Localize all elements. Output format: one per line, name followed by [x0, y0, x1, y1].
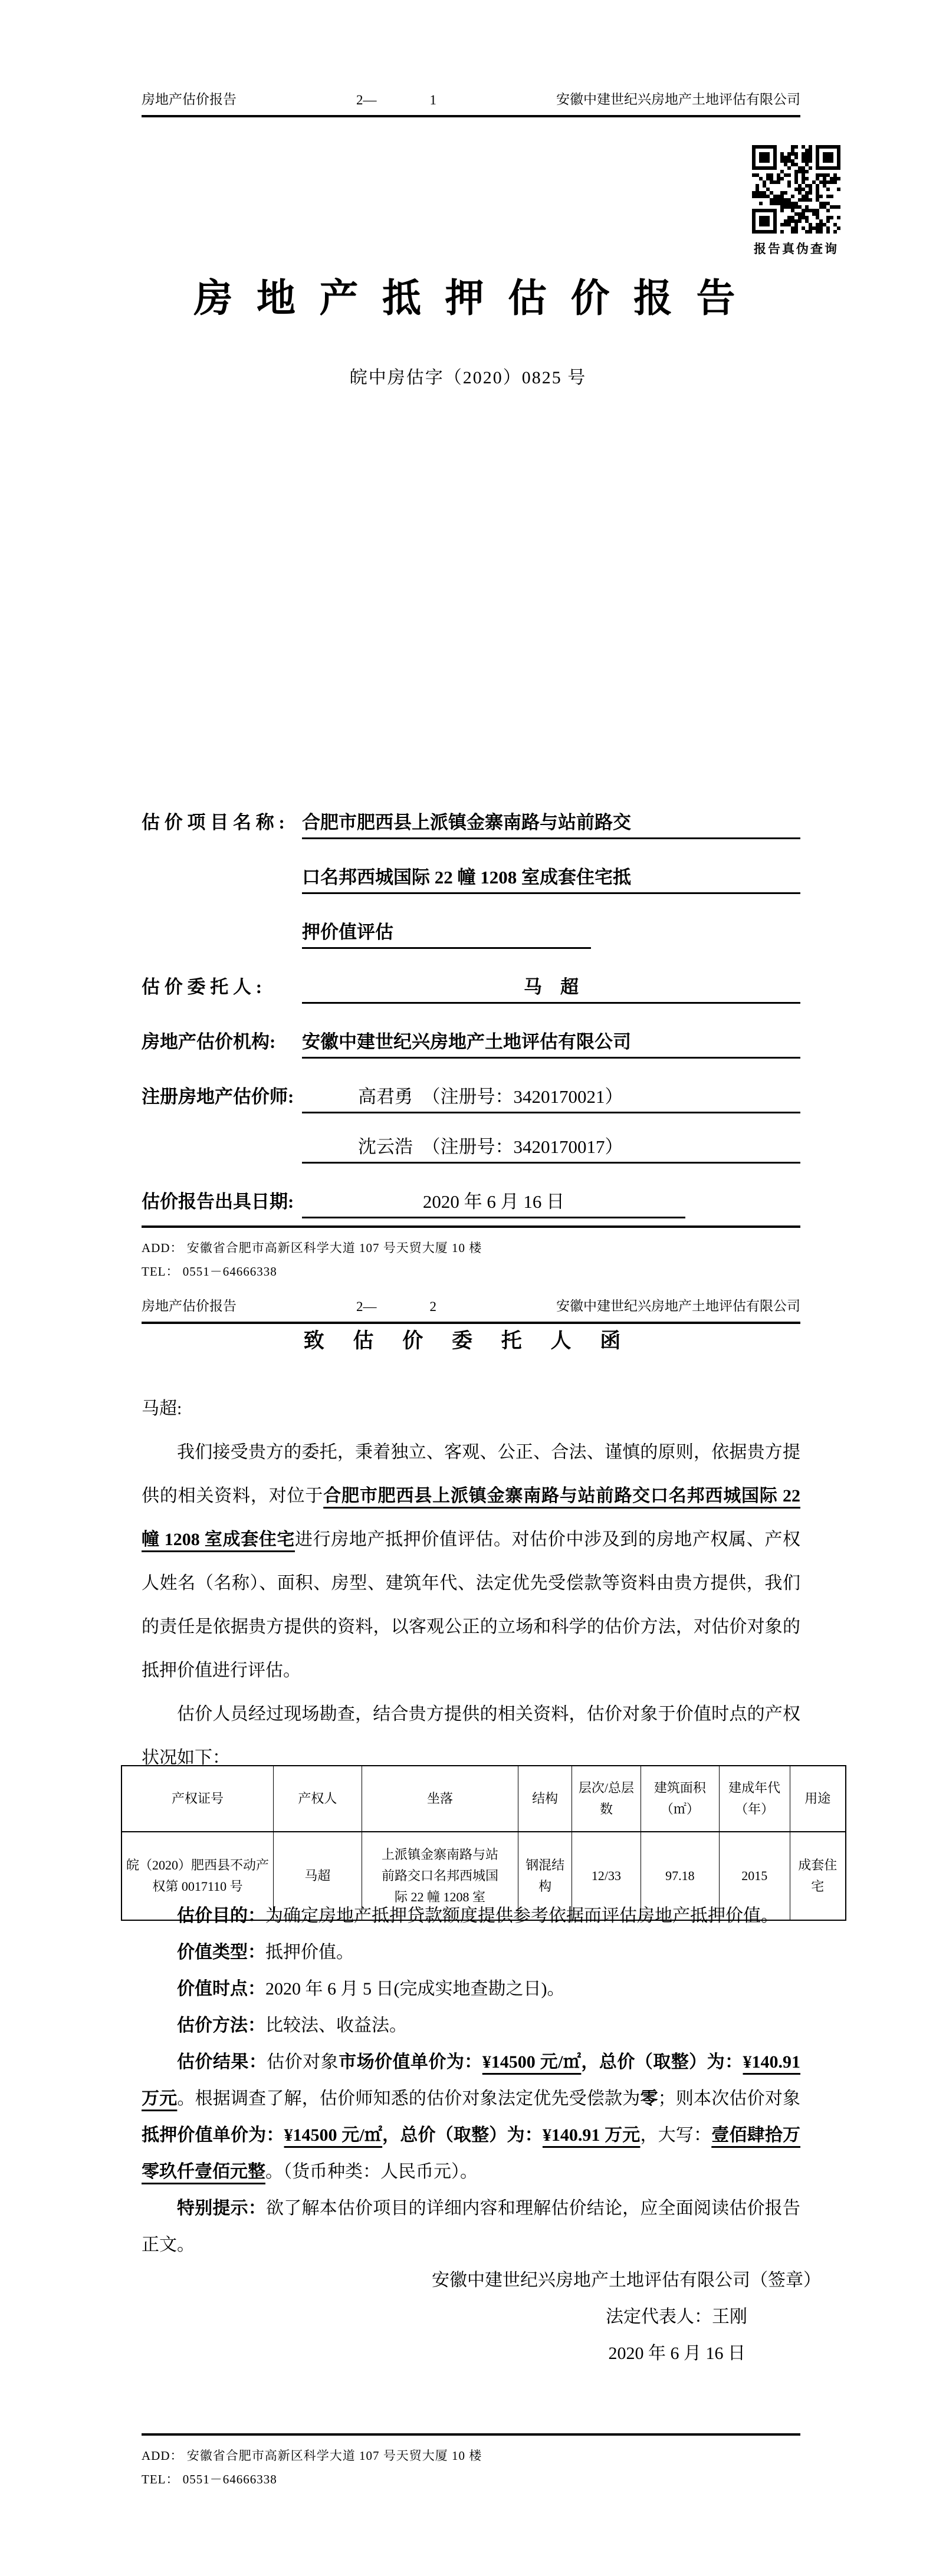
- qr-verification-block: [750, 145, 842, 257]
- running-header-title: 房地产估价报告: [142, 92, 237, 107]
- agency-row: [142, 1004, 800, 1059]
- method-text: 比较法、收益法。: [265, 2016, 407, 2035]
- page-number: 1: [429, 93, 436, 107]
- agency-value: 安徽中建世纪兴房地产土地评估有限公司: [302, 1004, 800, 1059]
- qr-caption: 报告真伪查询: [754, 242, 839, 256]
- running-header-company: 安徽中建世纪兴房地产土地评估有限公司: [556, 92, 800, 107]
- method-label: 估价方法：: [177, 2016, 265, 2035]
- letter-body: [142, 1387, 800, 1780]
- appraisal-summary: [142, 1898, 800, 2263]
- footer-telephone: TEL： 0551－64666338: [142, 1264, 277, 1279]
- report-number: 皖中房估字（2020）0825 号: [349, 368, 587, 387]
- cell-floor: 12/33: [572, 1832, 641, 1920]
- letter-paragraph-1: [142, 1431, 800, 1693]
- result-paragraph: [142, 2044, 800, 2190]
- cell-structure: 钢混结构: [518, 1832, 572, 1920]
- result-label: 估价结果：: [177, 2052, 267, 2072]
- project-name-line1: 合肥市肥西县上派镇金寨南路与站前路交: [302, 784, 800, 839]
- running-header-company: 安徽中建世纪兴房地产土地评估有限公司: [556, 1299, 800, 1313]
- client-label: 估 价 委 托 人 :: [142, 977, 262, 997]
- col-header-year: 建成年代（年）: [719, 1766, 790, 1832]
- page2-running-footer: [142, 2433, 800, 2491]
- signature-date: 2020 年 6 月 16 日: [608, 2344, 745, 2363]
- letter-title: 致 估 价 委 托 人 函: [303, 1329, 633, 1352]
- result-text: 。（货币种类：人民币元）。: [265, 2162, 478, 2181]
- running-header-title: 房地产估价报告: [142, 1299, 237, 1313]
- value-time-text: 2020 年 6 月 5 日(完成实地查勘之日)。: [265, 1979, 565, 1999]
- col-header-floor: 层次/总层数: [572, 1766, 641, 1832]
- qr-code-icon: [752, 145, 840, 234]
- page-count-dash: 2—: [356, 1299, 377, 1314]
- appraiser-label-spacer: [142, 1113, 302, 1162]
- value-time-line: [142, 1971, 800, 2007]
- agency-label: 房地产估价机构:: [142, 1031, 276, 1052]
- col-header-location: 坐落: [362, 1766, 518, 1832]
- issue-date-value: 2020 年 6 月 16 日: [302, 1164, 685, 1218]
- page-number-group: [356, 93, 436, 108]
- appraiser-row-2: [142, 1113, 800, 1164]
- project-name-line3: 押价值评估: [302, 894, 591, 949]
- col-header-certificate: 产权证号: [121, 1766, 274, 1832]
- mortgage-total-price: ¥140.91 万元: [542, 2125, 641, 2145]
- purpose-line: [142, 1898, 800, 1934]
- amount-in-words: 壹佰肆拾万零玖仟壹佰元整: [142, 2125, 801, 2181]
- issue-date-label: 估价报告出具日期:: [142, 1191, 294, 1212]
- result-text: 抵押价值单价为：: [142, 2125, 284, 2145]
- footer-address: ADD： 安徽省合肥市高新区科学大道 107 号天贸大厦 10 楼: [142, 2449, 482, 2463]
- col-header-structure: 结构: [518, 1766, 572, 1832]
- method-line: [142, 2007, 800, 2044]
- signature-block: [142, 2262, 821, 2372]
- value-type-text: 抵押价值。: [265, 1943, 354, 1962]
- project-name-row: [142, 784, 800, 949]
- result-text: 。根据调查了解，估价师知悉的估价对象法定优先受偿款为: [177, 2089, 641, 2108]
- cell-use: 成套住宅: [790, 1832, 846, 1920]
- table-header-row: [121, 1766, 846, 1832]
- page-count-dash: 2—: [356, 93, 377, 107]
- col-header-owner: 产权人: [274, 1766, 362, 1832]
- footer-telephone: TEL： 0551－64666338: [142, 2472, 277, 2486]
- appraiser-2-value: 沈云浩 （注册号：3420170017）: [302, 1113, 800, 1164]
- cover-form: [142, 784, 800, 1218]
- result-text: ，总价（取整）为：: [382, 2125, 543, 2145]
- special-note-text: 欲了解本估价项目的详细内容和理解估价结论，应全面阅读估价报告正文。: [142, 2199, 801, 2255]
- col-header-use: 用途: [790, 1766, 846, 1832]
- cell-certificate: 皖（2020）肥西县不动产权第 0017110 号: [121, 1832, 274, 1920]
- result-text: 估价对象: [267, 2052, 339, 2072]
- mortgage-unit-price: ¥14500 元/㎡: [284, 2125, 383, 2145]
- client-value: 马 超: [302, 949, 800, 1004]
- page2-running-header: [142, 1295, 800, 1324]
- purpose-label: 估价目的：: [177, 1906, 265, 1926]
- paragraph-text: 我们接受贵方的委托，秉着独立、客观、公正、合法、谨慎的原则，依据贵方提供的相关资料，对位于: [142, 1443, 800, 1506]
- issue-date-row: [142, 1164, 800, 1218]
- result-text: ，总价（取整）为：: [581, 2052, 743, 2072]
- signature-company: 安徽中建世纪兴房地产土地评估有限公司（签章）: [432, 2271, 821, 2290]
- cell-location: 上派镇金寨南路与站前路交口名邦西城国际 22 幢 1208 室: [362, 1832, 518, 1920]
- cell-year: 2015: [719, 1832, 790, 1920]
- result-text: ；则本次估价对象: [658, 2089, 801, 2108]
- signature-legal-representative: 法定代表人：王刚: [606, 2307, 747, 2327]
- project-name-label: 估 价 项 目 名 称 :: [142, 812, 285, 833]
- cell-area: 97.18: [641, 1832, 719, 1920]
- cell-owner: 马超: [274, 1832, 362, 1920]
- value-time-label: 价值时点：: [177, 1979, 265, 1999]
- result-text: ，大写：: [640, 2125, 712, 2145]
- letter-salutation: 马超:: [142, 1399, 182, 1418]
- paragraph-text: 进行房地产抵押价值评估。对估价中涉及到的房地产权属、产权人姓名（名称）、面积、房型、建筑年代、法定优先受偿款等资料由贵方提供，我们的责任是依据贵方提供的资料，以客观公正的立场和科学的估价方法，对估价对象的抵押价值进行评估。: [142, 1530, 801, 1680]
- page-number-group: [356, 1299, 436, 1315]
- col-header-area: 建筑面积（㎡）: [641, 1766, 719, 1832]
- value-type-label: 价值类型：: [177, 1943, 265, 1962]
- appraiser-label: 注册房地产估价师:: [142, 1086, 294, 1107]
- appraiser-row-1: [142, 1059, 800, 1113]
- client-row: [142, 949, 800, 1004]
- project-name-line2: 口名邦西城国际 22 幢 1208 室成套住宅抵: [302, 839, 800, 894]
- issue-date-spacer: [685, 1164, 800, 1218]
- market-unit-price: ¥14500 元/㎡: [482, 2052, 582, 2072]
- value-type-line: [142, 1934, 800, 1971]
- special-note-paragraph: [142, 2190, 800, 2263]
- appraiser-1-value: 高君勇 （注册号：3420170021）: [302, 1059, 800, 1113]
- report-title: 房 地 产 抵 押 估 价 报 告: [193, 277, 743, 320]
- page-number: 2: [429, 1299, 436, 1314]
- footer-address: ADD： 安徽省合肥市高新区科学大道 107 号天贸大厦 10 楼: [142, 1241, 482, 1255]
- page1-running-header: [142, 88, 800, 117]
- special-note-label: 特别提示：: [177, 2199, 267, 2218]
- purpose-text: 为确定房地产抵押贷款额度提供参考依据而评估房地产抵押价值。: [265, 1906, 779, 1926]
- result-text: 市场价值单价为：: [339, 2052, 482, 2072]
- market-total-price: ¥140.91 万元: [142, 2052, 801, 2108]
- appraisal-subject: 合肥市肥西县上派镇金寨南路与站前路交口名邦西城国际 22 幢 1208 室成套住宅: [142, 1486, 801, 1549]
- page1-running-footer: [142, 1225, 800, 1283]
- letter-paragraph-2: 估价人员经过现场勘查，结合贵方提供的相关资料，估价对象于价值时点的产权状况如下：: [142, 1704, 800, 1767]
- priority-payment-zero: 零: [640, 2089, 658, 2108]
